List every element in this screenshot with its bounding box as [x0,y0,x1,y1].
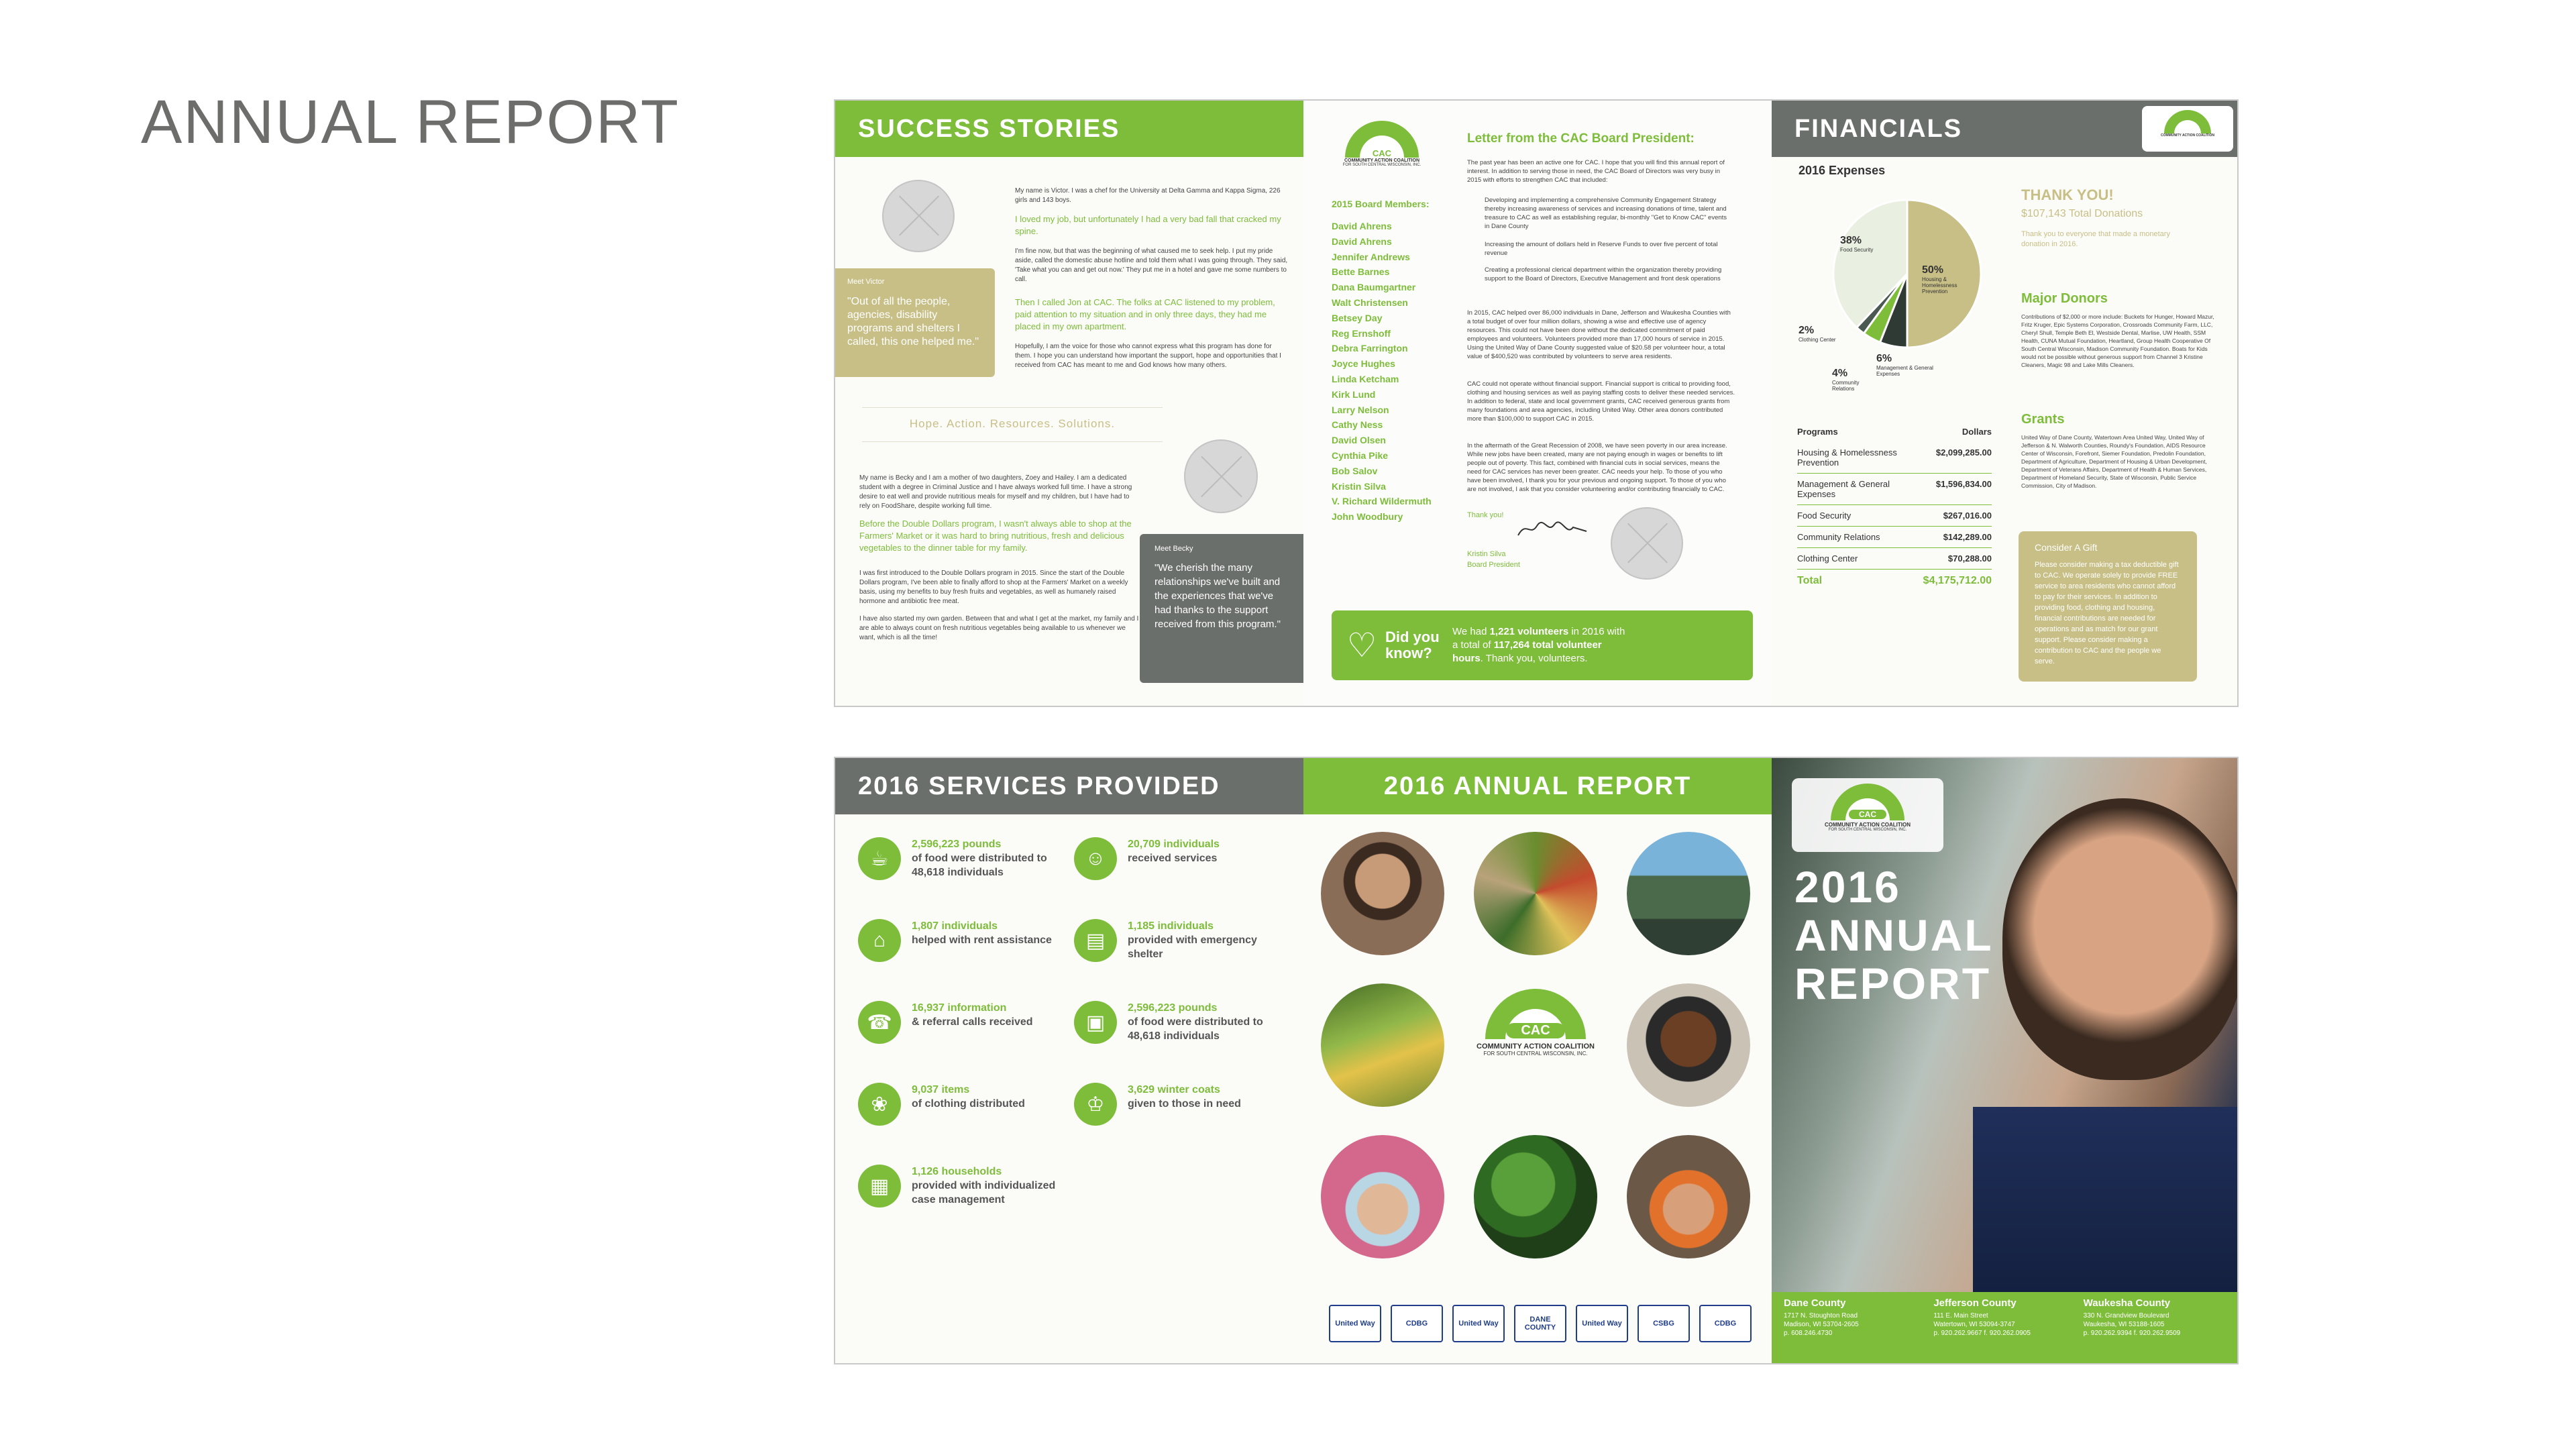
volunteer-fact: We had 1,221 volunteers in 2016 with a total of 117,264 total volunteer hours. Thank you, volunteers. [1452,626,1625,664]
service-item [858,1001,1059,1044]
letter-title: Letter from the CAC Board President: [1467,131,1695,146]
letter-bullet-3: Creating a professional clerical department within the organization thereby providing support to the Board of Directors, Executive Management and front desk operations [1485,266,1722,282]
service-text [1128,919,1275,962]
office-city: Waukesha, WI 53188-1605 [2083,1321,2165,1328]
service-icon: ⌂ [858,919,901,962]
victor-quote-box [835,268,995,377]
photo-produce-basket [1474,832,1597,955]
becky-intro: My name is Becky and I am a mother of two daughters, Zoey and Hailey. I am a dedicated student with a degree in Criminal Justice and I have always worked full time. I have a strong desire to eat well and provide nutritious meals for myself and my children, but I have had to rely on FoodShare, despite working full time. [859,474,1132,510]
major-donors-body: Contributions of $2,000 or more include: Buckets for Hunger, Howard Mazur, Fritz Kruger, Epic Systems Corporation, Crossroads Community Farm, LLC, Cheryl Shull, Temple Beth El, Westside Dental, Marlise, UW Health, SSM Health, CUNA Mutual Foundation, Heartland, Group Health Cooperative Of South Central Wisconsin, Madison Community Foundation. Boats for Kids would not be possible without generous support from Channel 3 Kristine Cleaners, Magic 98 and Lake Mills Cleaners. [2021,313,2214,368]
photo-child-pink-hat [1321,1135,1444,1258]
cover-cac-logo: CAC COMMUNITY ACTION COALITION FOR SOUTH CENTRAL WISCONSIN, INC. [1792,778,1943,852]
board-member: Kirk Lund [1332,388,1376,400]
gift-title: Consider A Gift [2035,542,2098,553]
office-phone: p. 920.262.9667 f. 920.262.0905 [1933,1330,2031,1337]
letter-para-4: In the aftermath of the Great Recession of 2008, we have seen poverty in our area increase. While new jobs have been created, many are not paying enough in wages or benefits to lift people out of poverty. This fact, combined with financial cuts in social services, means the need for CAC services has never been greater. CAC needs your help. To those of you who have been involved, I thank you for your previous and ongoing support. To those of you who are not involved, I ask that you consider volunteering and/or contributing financially to CAC. [1467,442,1727,493]
victor-highlight-1: I loved my job, but unfortunately I had a very bad fall that cracked my spine. [1015,214,1281,236]
pie-label-clothing: 2% Clothing Center [1799,325,1836,343]
service-item [858,1083,1059,1126]
service-highlight: 16,937 information [912,1002,1007,1014]
program-label: Management & General Expenses [1797,479,1890,499]
photo-green-peppers [1474,1135,1597,1258]
consider-gift-box [2019,531,2197,682]
letter-para-2: In 2015, CAC helped over 86,000 individuals in Dane, Jefferson and Waukesha Counties with a total budget of over four million dollars, showing a wise and effective use of agency resources. This could not have been done without the dedicated commitment of paid employees and volunteers. Volunteers provided more than 17,000 hours of service in 2015. Using the United Way of Dane County suggested value of $20.58 per volunteer hour, a total value of $400,520 was contributed by volunteers to serve area residents. [1467,309,1731,360]
program-row [1797,527,1992,548]
service-detail: provided with individualized case management [912,1180,1056,1205]
office-county: Dane County [1784,1297,1846,1309]
office-addr: 330 N. Grandview Boulevard [2083,1312,2169,1320]
service-highlight: 1,807 individuals [912,920,998,932]
board-member: David Ahrens [1332,221,1392,231]
sponsor-logo: United Way [1452,1305,1505,1342]
board-member: Jennifer Andrews [1332,251,1410,262]
total-label: Total [1797,575,1823,586]
did-you-know-box [1332,610,1753,680]
program-label: Food Security [1797,511,1851,521]
cac-logo-center: CAC COMMUNITY ACTION COALITION FOR SOUTH CENTRAL WISCONSIN, INC. [1474,983,1597,1107]
service-text [912,919,1052,962]
cac-logo-financials: COMMUNITY ACTION COALITION [2142,106,2233,152]
board-member: Dana Baumgartner [1332,282,1416,293]
top-spread [834,99,2239,707]
service-text [912,1083,1025,1126]
program-value: $142,289.00 [1943,532,1992,542]
letter-bullet-2: Increasing the amount of dollars held in Reserve Funds to over five percent of total revenue [1485,241,1718,257]
service-item [1074,837,1275,880]
cac-logo-small: CAC COMMUNITY ACTION COALITION FOR SOUTH CENTRAL WISCONSIN, INC. [1332,121,1432,167]
program-value: $70,288.00 [1947,553,1992,564]
board-member: Bette Barnes [1332,266,1390,278]
board-member: Betsey Day [1332,312,1383,323]
photo-child-curly-hair [1321,832,1444,955]
program-row [1797,505,1992,527]
becky-body-1: I was first introduced to the Double Dollars program in 2015. Since the start of the Double Dollars program, I've been able to finally afford to shop at the Farmers' Market on a weekly basis, using my benefits to buy fresh fruits and vegetables, as well as humanely raised hormone and antibiotic free meat. [859,570,1128,605]
service-item [858,919,1059,962]
board-member: Debra Farrington [1332,343,1408,354]
service-highlight: 2,596,223 pounds [912,839,1002,850]
county-office [1933,1299,2083,1364]
victor-quote: "Out of all the people, agencies, disability programs and shelters I called, this one helped me." [847,296,979,347]
service-icon: ❀ [858,1083,901,1126]
letter-para-3: CAC could not operate without financial support. Financial support is critical to providing food, clothing and housing services as well as paying staffing costs to deliver these needed services. In addition to federal, state and local government grants, CAC received generous grants from many foundations and area agencies, including United Way. Other area donors contributed more than $100,000 to support CAC in 2015. [1467,380,1735,423]
becky-body-2: I have also started my own garden. Between that and what I get at the market, my family and I are able to always count on fresh nutritious vegetables being available to us whenever we want, which is all the time! [859,615,1139,641]
bottom-spread [834,757,2239,1364]
service-item [1074,919,1275,962]
service-icon: ☕ [858,837,901,880]
tagline: Hope. Action. Resources. Solutions. [909,417,1116,430]
becky-photo-placeholder [1184,439,1258,513]
service-item [858,837,1059,880]
pie-label-housing: 50% Housing & Homelessness Prevention [1922,264,1957,294]
sponsor-logo: CSBG [1638,1305,1690,1342]
board-member: Bob Salov [1332,465,1378,476]
service-detail: & referral calls received [912,1016,1033,1028]
dollars-col-header: Dollars [1962,427,1992,437]
financials-header: FINANCIALS [1772,101,2239,157]
board-member: Cathy Ness [1332,419,1383,431]
signature-image [1515,517,1589,541]
county-offices-footer [1772,1292,2239,1364]
office-city: Watertown, WI 53094-3747 [1933,1321,2015,1328]
program-label: Housing & Homelessness Prevention [1797,447,1897,468]
program-label: Community Relations [1797,532,1880,542]
programs-table [1797,421,1992,592]
office-city: Madison, WI 53704-2605 [1784,1321,1859,1328]
photo-vegetables [1321,983,1444,1107]
service-text [912,1165,1059,1208]
total-value: $4,175,712.00 [1923,575,1992,586]
board-member: Linda Ketcham [1332,373,1399,384]
office-county: Waukesha County [2083,1297,2171,1309]
board-member: Larry Nelson [1332,404,1389,415]
victor-highlight-2: Then I called Jon at CAC. The folks at CAC listened to my problem, paid attention to my situation and in only three days, they had me placed in my own apartment. [1015,297,1275,331]
board-member: Walt Christensen [1332,297,1408,308]
service-highlight: 1,126 households [912,1166,1002,1177]
president-photo-placeholder [1611,507,1683,580]
service-item [858,1165,1059,1208]
board-member: Kristin Silva [1332,480,1386,492]
sponsor-logo: DANE COUNTY [1514,1305,1566,1342]
service-text [1128,1001,1275,1044]
total-donations: $107,143 Total Donations [2021,208,2143,219]
service-icon: ♔ [1074,1083,1117,1126]
thank-you-body: Thank you to everyone that made a monetary donation in 2016. [2021,230,2170,248]
board-member: John Woodbury [1332,511,1403,523]
board-list [1332,219,1432,525]
success-stories-header: SUCCESS STORIES [835,101,1303,157]
photo-toddler-orange-hat [1627,1135,1750,1258]
cover-title-line1: 2016 [1794,862,1901,912]
service-item [1074,1083,1275,1126]
office-phone: p. 920.262.9394 f. 920.262.9509 [2083,1330,2181,1337]
service-text [1128,1083,1241,1126]
sponsor-logo: United Way [1329,1305,1381,1342]
cover-title-line2: ANNUAL [1794,910,1994,960]
programs-col-header: Programs [1797,427,1838,437]
office-county: Jefferson County [1933,1297,2017,1309]
cover-child-face [2002,798,2239,1080]
program-value: $267,016.00 [1943,511,1992,521]
victor-photo-placeholder [882,180,955,252]
service-detail: of food were distributed to 48,618 individuals [912,853,1047,878]
grants-title: Grants [2021,412,2065,427]
major-donors-title: Major Donors [2021,291,2108,306]
services-header: 2016 SERVICES PROVIDED [835,758,1303,814]
service-text [912,1001,1033,1044]
thank-you-title: THANK YOU! [2021,186,2114,203]
service-detail: of clothing distributed [912,1098,1025,1110]
program-row [1797,442,1992,474]
county-office [2084,1299,2233,1364]
program-value: $1,596,834.00 [1935,479,1992,489]
photo-volunteer-group [1627,832,1750,955]
photo-smiling-child [1627,983,1750,1107]
letter-panel [1303,101,1772,707]
service-icon: ☺ [1074,837,1117,880]
service-icon: ▦ [858,1165,901,1208]
becky-highlight: Before the Double Dollars program, I wasn't always able to shop at the Farmers' Market or it was hard to bring nutritious, fresh and delicious vegetables to the dinner table for my family. [859,519,1132,553]
victor-intro: My name is Victor. I was a chef for the University at Delta Gamma and Kappa Sigma, 226 girls and 143 boys. [1015,187,1281,204]
office-addr: 1717 N. Stoughton Road [1784,1312,1858,1320]
becky-quote: "We cherish the many relationships we've built and the experiences that we've had thanks to the support received from this program." [1155,562,1281,630]
program-row [1797,548,1992,570]
service-highlight: 2,596,223 pounds [1128,1002,1218,1014]
service-detail: received services [1128,853,1218,864]
letter-bullet-1: Developing and implementing a comprehensive Community Engagement Strategy thereby increasing awareness of services and increasing donations of time, talent and treasure to CAC as well as establishing regular, bi-monthly "Get to Know CAC" events in Dane County [1485,197,1727,230]
board-member: V. Richard Wildermuth [1332,496,1432,507]
know-label: know? [1385,645,1432,661]
service-icon: ▣ [1074,1001,1117,1044]
service-detail: helped with rent assistance [912,934,1052,946]
sponsor-logo: CDBG [1391,1305,1443,1342]
service-item [1074,1001,1275,1044]
signer-name: Kristin Silva [1467,550,1506,558]
service-highlight: 9,037 items [912,1084,970,1095]
service-text [1128,837,1220,880]
annual-report-header: 2016 ANNUAL REPORT [1303,758,1772,814]
grants-body: United Way of Dane County, Watertown Area United Way, United Way of Jefferson & N. Walworth Counties, Roundy's Foundation, AIDS Resource Center of Wisconsin, Forefront, Siemer Foundation, Predolin Foundation, Department of Agriculture, Department of Housing & Urban Development, Department of Veterans Affairs, Department of Health & Human Services, Department of Homeland Security, State of Wisconsin, Public Service Commission, City of Madison. [2021,434,2207,489]
meet-becky-label: Meet Becky [1155,545,1193,553]
program-value: $2,099,285.00 [1935,447,1992,458]
cover-title-line3: REPORT [1794,959,1992,1008]
service-detail: of food were distributed to 48,618 individuals [1128,1016,1263,1042]
sponsor-logo: CDBG [1699,1305,1752,1342]
becky-quote-box [1140,534,1303,683]
board-member: David Ahrens [1332,235,1392,247]
service-icon: ▤ [1074,919,1117,962]
pie-label-community: 4% Community Relations [1832,368,1860,392]
board-title: 2015 Board Members: [1332,199,1430,209]
board-member: Reg Ernshoff [1332,327,1391,339]
service-text [912,837,1059,880]
sponsor-logo: United Way [1576,1305,1628,1342]
board-member: Joyce Hughes [1332,358,1395,370]
pie-label-management: 6% Management & General Expenses [1876,353,1933,377]
sponsor-logos [1309,1300,1772,1347]
page-title: ANNUAL REPORT [141,88,680,156]
service-highlight: 20,709 individuals [1128,839,1220,850]
signer-title: Board President [1467,561,1520,569]
service-icon: ☎ [858,1001,901,1044]
meet-victor-label: Meet Victor [847,278,885,286]
did-you-label: Did you [1385,629,1440,645]
service-detail: provided with emergency shelter [1128,934,1257,960]
pie-label-food: 38% Food Security [1840,235,1874,253]
service-highlight: 1,185 individuals [1128,920,1214,932]
cover-title [1794,863,1994,1008]
program-row [1797,474,1992,505]
letter-para-1: The past year has been an active one for CAC. I hope that you will find this annual report of interest. In addition to serving those in need, the CAC Board of Directors was very busy in 2015 with efforts to strengthen CAC that included: [1467,159,1725,184]
letter-thanks: Thank you! [1467,511,1504,519]
victor-body-1: I'm fine now, but that was the beginning of what caused me to seek help. I put my pride aside, called the domestic abuse hotline and told them what I was going through. They said, 'Take what you can and get out now.' They put me in a hotel and gave me some numbers to call. [1015,248,1288,283]
county-office [1784,1299,1933,1364]
gift-body: Please consider making a tax deductible gift to CAC. We operate solely to provide FREE service to area residents who cannot afford to pay for their services. In addition to providing food, clothing and housing, financial contributions are needed for operations and as match for our grant support. Please consider making a contribution to CAC and the people we serve. [2035,561,2179,665]
board-member: David Olsen [1332,435,1386,446]
office-addr: 111 E. Main Street [1933,1312,1988,1320]
board-member: Cynthia Pike [1332,449,1389,461]
heart-icon: ♡ [1346,627,1377,664]
office-phone: p. 608.246.4730 [1784,1330,1833,1337]
service-highlight: 3,629 winter coats [1128,1084,1220,1095]
cover-jacket [1973,1107,2239,1295]
victor-body-2: Hopefully, I am the voice for those who cannot express what this program has done for them. I hope you can understand how important the support, hope and opportunities that I received from CAC has meant to me and God knows how many others. [1015,343,1281,369]
program-label: Clothing Center [1797,553,1858,564]
service-detail: given to those in need [1128,1098,1241,1110]
expenses-title: 2016 Expenses [1799,164,1886,177]
